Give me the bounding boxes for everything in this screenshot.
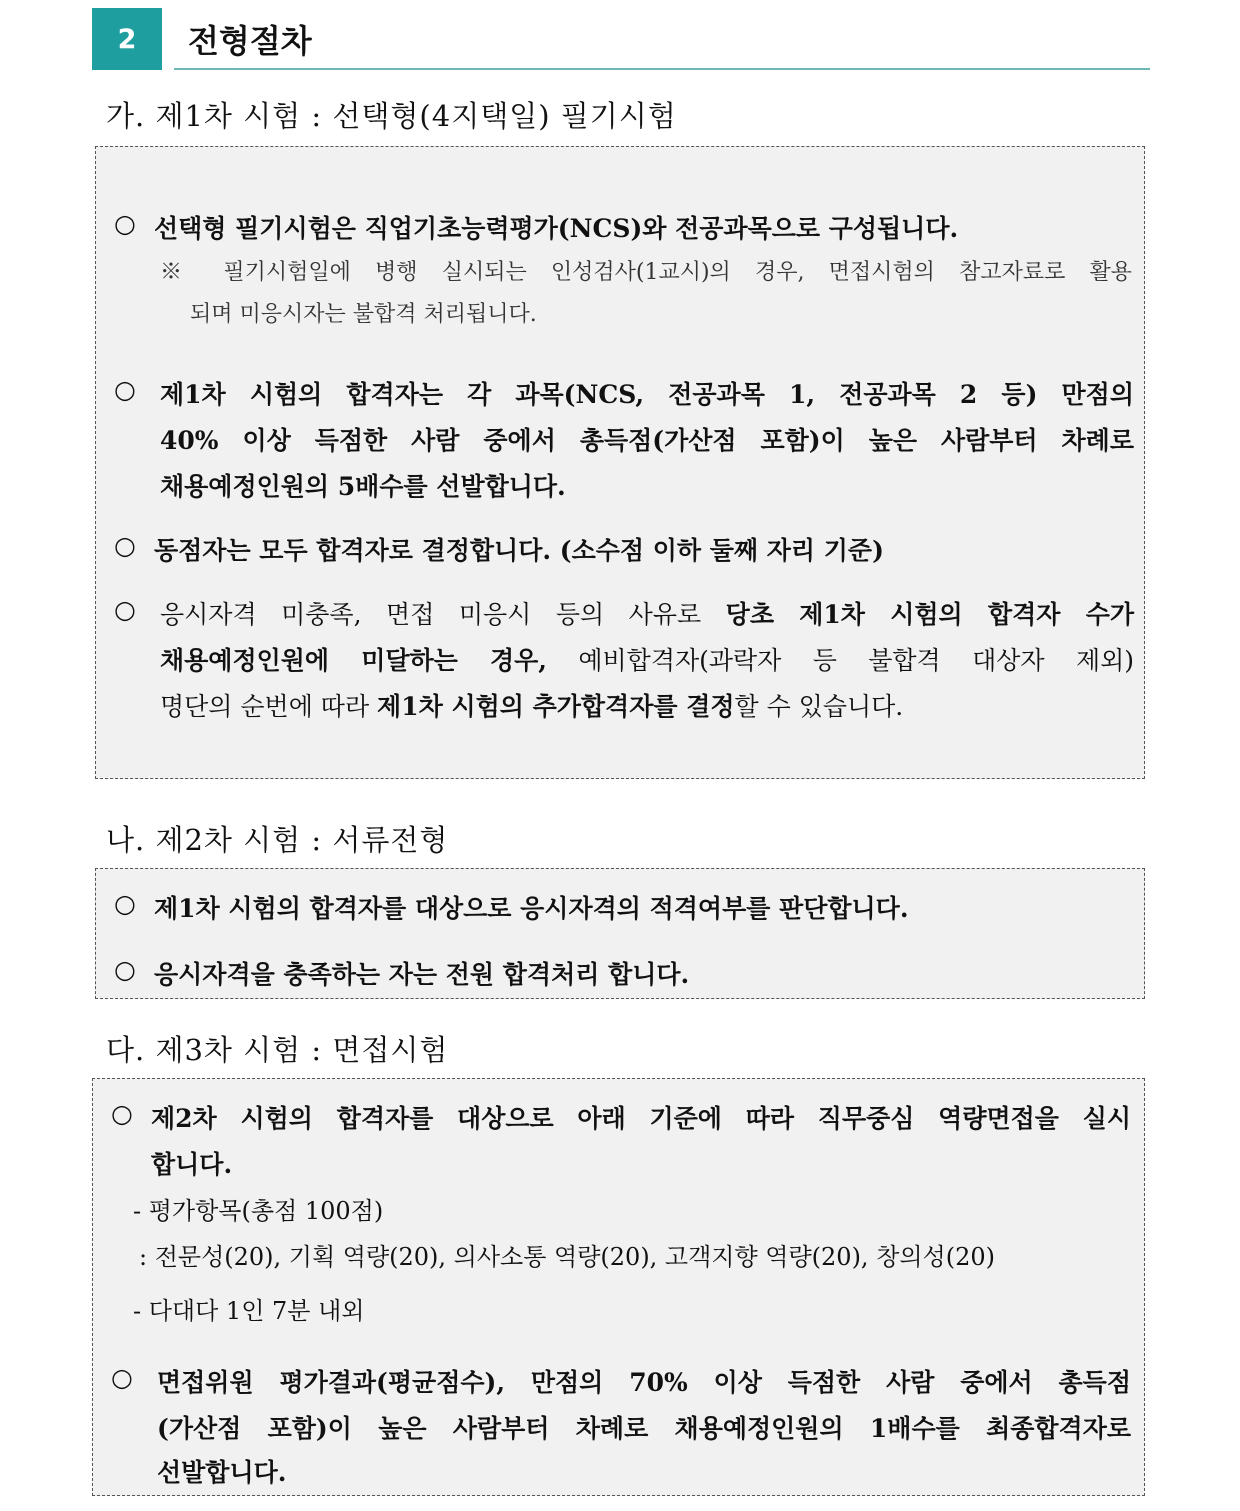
part-c-bullet-1-line-2: 합니다. (151, 1150, 233, 1179)
part-a-bullet-4-line-2 (160, 641, 1134, 677)
part-c-dash-2: - 다대다 1인 7분 내외 (133, 1297, 365, 1325)
part-a-bullet-3: 동점자는 모두 합격자로 결정합니다. (소수점 이하 둘째 자리 기준) (154, 536, 884, 565)
part-c-eval-items: : 전문성(20), 기획 역량(20), 의사소통 역량(20), 고객지향 역량(20), 창의성(20) (139, 1243, 996, 1271)
part-b-bullet-2: 응시자격을 충족하는 자는 전원 합격처리 합니다. (154, 960, 690, 989)
bullet-circle: ○ (114, 209, 136, 238)
text-span: 응시자격 미충족, 면접 미응시 등의 사유로 (160, 600, 726, 629)
bullet-circle: ○ (111, 1099, 133, 1128)
part-c-bullet-1-line-1: 제2차 시험의 합격자를 대상으로 아래 기준에 따라 직무중심 역량면접을 실시 (151, 1104, 1131, 1133)
part-b-heading: 나. 제2차 시험 : 서류전형 (106, 823, 449, 857)
bullet-circle: ○ (114, 375, 136, 404)
part-c-bullet-2-line-2: (가산점 포함)이 높은 사람부터 차례로 채용예정인원의 1배수를 최종합격자로 (157, 1414, 1131, 1443)
bullet-circle: ○ (114, 889, 136, 918)
text-span: 할 수 있습니다. (734, 692, 904, 721)
section-header (92, 8, 1150, 72)
part-a-bullet-2-line-2: 40% 이상 득점한 사람 중에서 총득점(가산점 포함)이 높은 사람부터 차례로 (160, 426, 1134, 455)
section-number-badge: 2 (92, 8, 162, 70)
part-a-heading: 가. 제1차 시험 : 선택형(4지택일) 필기시험 (106, 99, 677, 133)
text-span-bold: 채용예정인원에 미달하는 경우, (160, 646, 547, 675)
section-underline (174, 68, 1150, 70)
part-a-bullet-1: 선택형 필기시험은 직업기초능력평가(NCS)와 전공과목으로 구성됩니다. (154, 214, 959, 243)
section-title: 전형절차 (188, 22, 312, 60)
part-a-bullet-4-line-1 (160, 595, 1134, 631)
part-c-bullet-2-line-1: 면접위원 평가결과(평균점수), 만점의 70% 이상 득점한 사람 중에서 총득점 (157, 1368, 1131, 1397)
part-a-note-line-2: 되며 미응시자는 불합격 처리됩니다. (190, 302, 537, 327)
part-a-bullet-2-line-1: 제1차 시험의 합격자는 각 과목(NCS, 전공과목 1, 전공과목 2 등) 만점의 (160, 380, 1134, 409)
part-b-box (95, 868, 1145, 999)
part-a-note-line-1: ※ 필기시험일에 병행 실시되는 인성검사(1교시)의 경우, 면접시험의 참고자료로 활용 (160, 260, 1132, 285)
part-a-bullet-4-line-3 (160, 687, 903, 723)
text-span: 명단의 순번에 따라 (160, 692, 378, 721)
text-span-bold: 제1차 시험의 추가합격자를 결정 (377, 692, 735, 721)
bullet-circle: ○ (114, 531, 136, 560)
text-span: 예비합격자(과락자 등 불합격 대상자 제외) (546, 646, 1135, 675)
bullet-circle: ○ (111, 1363, 133, 1392)
part-a-bullet-2-line-3: 채용예정인원의 5배수를 선발합니다. (160, 472, 566, 501)
part-b-bullet-1: 제1차 시험의 합격자를 대상으로 응시자격의 적격여부를 판단합니다. (154, 894, 909, 923)
part-c-box (92, 1078, 1145, 1496)
bullet-circle: ○ (114, 955, 136, 984)
part-c-bullet-2-line-3: 선발합니다. (157, 1458, 287, 1487)
part-c-dash-1: - 평가항목(총점 100점) (133, 1197, 384, 1225)
text-span-bold: 당초 제1차 시험의 합격자 수가 (725, 600, 1135, 629)
part-a-box (95, 146, 1145, 779)
bullet-circle: ○ (114, 595, 136, 624)
part-c-heading: 다. 제3차 시험 : 면접시험 (106, 1033, 449, 1067)
